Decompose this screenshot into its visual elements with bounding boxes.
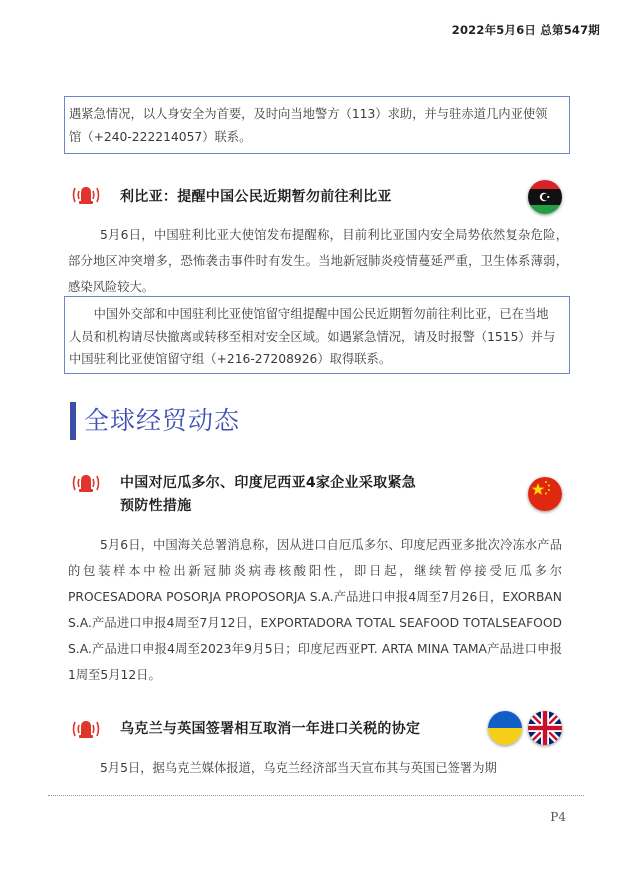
- section-title: 全球经贸动态: [84, 406, 241, 435]
- issue-header: 2022年5月6日 总第547期: [451, 23, 600, 37]
- libya-title: 利比亚：提醒中国公民近期暂勿前往利比亚: [120, 189, 392, 205]
- top-notice-box: [64, 96, 570, 154]
- page-number: P4: [550, 810, 566, 824]
- section-accent-bar: [70, 402, 76, 440]
- alarm-bell-icon: [70, 184, 102, 206]
- ukraine-flag-icon: [488, 711, 522, 745]
- china-title: [120, 472, 416, 518]
- top-notice-text: 遇紧急情况，以人身安全为首要，及时向当地警方（113）求助，并与驻赤道几内亚使领馆（+240-222214057）联系。: [69, 107, 548, 144]
- footer-divider: [48, 795, 584, 796]
- china-paragraph-text: 5月6日，中国海关总署消息称，因从进口自厄瓜多尔、印度尼西亚多批次冷冻水产品的包装样本中检出新冠肺炎病毒核酸阳性，即日起，继续暂停接受厄瓜多尔PROCESADORA POSORJA PROPOSORJA S.A.产品进口申报4周至7月26日，EXORBAN S.A.产品进口申报4周至7月12日，EXPORTADORA TOTAL SEAFOOD TOTALSEAFOOD S.A.产品进口申报4周至2023年9月5日；印度尼西亚PT. ARTA MINA TAMA产品进口申报1周至5月12日。: [68, 538, 562, 682]
- ukraine-paragraph-text: 5月5日，据乌克兰媒体报道，乌克兰经济部当天宣布其与英国已签署为期: [99, 761, 497, 775]
- libya-notice-box: [64, 296, 570, 374]
- ukraine-paragraph: [68, 755, 568, 781]
- ukraine-title: 乌克兰与英国签署相互取消一年进口关税的协定: [120, 721, 421, 737]
- china-flag-icon: [528, 477, 562, 511]
- alarm-bell-icon: [70, 718, 102, 740]
- alarm-bell-icon: [70, 472, 102, 494]
- china-title-line2: 预防性措施: [120, 498, 192, 514]
- libya-flag-icon: [528, 180, 562, 214]
- uk-flag-icon: [528, 711, 562, 745]
- libya-paragraph-text: 5月6日，中国驻利比亚大使馆发布提醒称，目前利比亚国内安全局势依然复杂危险，部分地区冲突增多，恐怖袭击事件时有发生。当地新冠肺炎疫情蔓延严重，卫生体系薄弱，感染风险较大。: [68, 228, 568, 294]
- china-paragraph: [68, 532, 562, 688]
- libya-paragraph: [68, 222, 568, 300]
- libya-notice-text: 中国外交部和中国驻利比亚使馆留守组提醒中国公民近期暂勿前往利比亚，已在当地人员和机构请尽快撤离或转移至相对安全区域。如遇紧急情况，请及时报警（1515）并与中国驻利比亚使馆留守组（+216-27208926）取得联系。: [69, 307, 556, 366]
- china-title-line1: 中国对厄瓜多尔、印度尼西亚4家企业采取紧急: [120, 475, 417, 491]
